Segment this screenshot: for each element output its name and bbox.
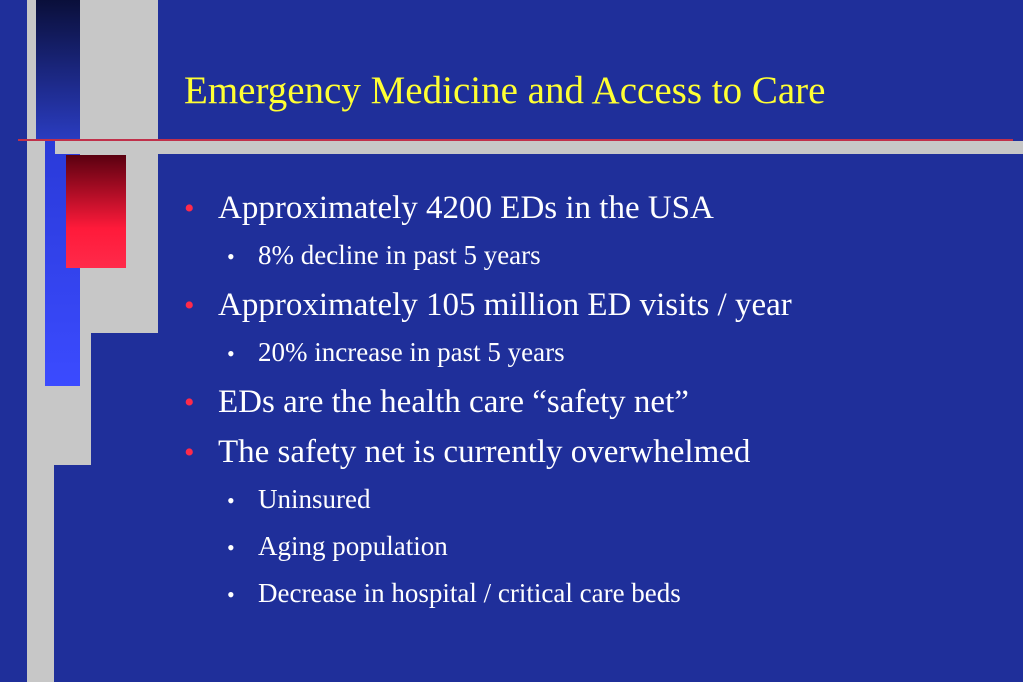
- bullet-icon: •: [184, 289, 195, 322]
- decor-gray-strip: [27, 465, 54, 682]
- sub-bullet-text: 20% increase in past 5 years: [258, 337, 565, 367]
- bullet-item: [184, 434, 1014, 484]
- bullet-item: [184, 287, 1014, 337]
- bullet-icon: •: [227, 244, 235, 269]
- bullet-icon: •: [227, 341, 235, 366]
- bullet-text: Approximately 105 million ED visits / year: [218, 287, 792, 323]
- bullet-list: [184, 190, 1014, 625]
- decor-red-block: [66, 155, 126, 268]
- sub-bullet-item: [184, 484, 1014, 531]
- sub-bullet-item: [184, 578, 1014, 625]
- bullet-item: [184, 384, 1014, 434]
- sub-bullet-item: [184, 337, 1014, 384]
- bullet-icon: •: [227, 582, 235, 607]
- bullet-icon: •: [184, 192, 195, 225]
- sub-bullet-item: [184, 240, 1014, 287]
- bullet-text: Approximately 4200 EDs in the USA: [218, 190, 714, 226]
- bullet-text: The safety net is currently overwhelmed: [218, 434, 751, 470]
- bullet-icon: •: [227, 488, 235, 513]
- sub-bullet-text: 8% decline in past 5 years: [258, 240, 541, 270]
- bullet-icon: •: [184, 386, 195, 419]
- slide-title: Emergency Medicine and Access to Care: [184, 69, 826, 112]
- sub-bullet-text: Uninsured: [258, 484, 371, 514]
- sub-bullet-item: [184, 531, 1014, 578]
- bullet-text: EDs are the health care “safety net”: [218, 384, 689, 420]
- sub-bullet-text: Aging population: [258, 531, 448, 561]
- bullet-icon: •: [227, 535, 235, 560]
- decor-gray-band: [55, 141, 1023, 154]
- bullet-icon: •: [184, 436, 195, 469]
- decor-dark-strip: [36, 0, 80, 140]
- bullet-item: [184, 190, 1014, 240]
- sub-bullet-text: Decrease in hospital / critical care beds: [258, 578, 681, 608]
